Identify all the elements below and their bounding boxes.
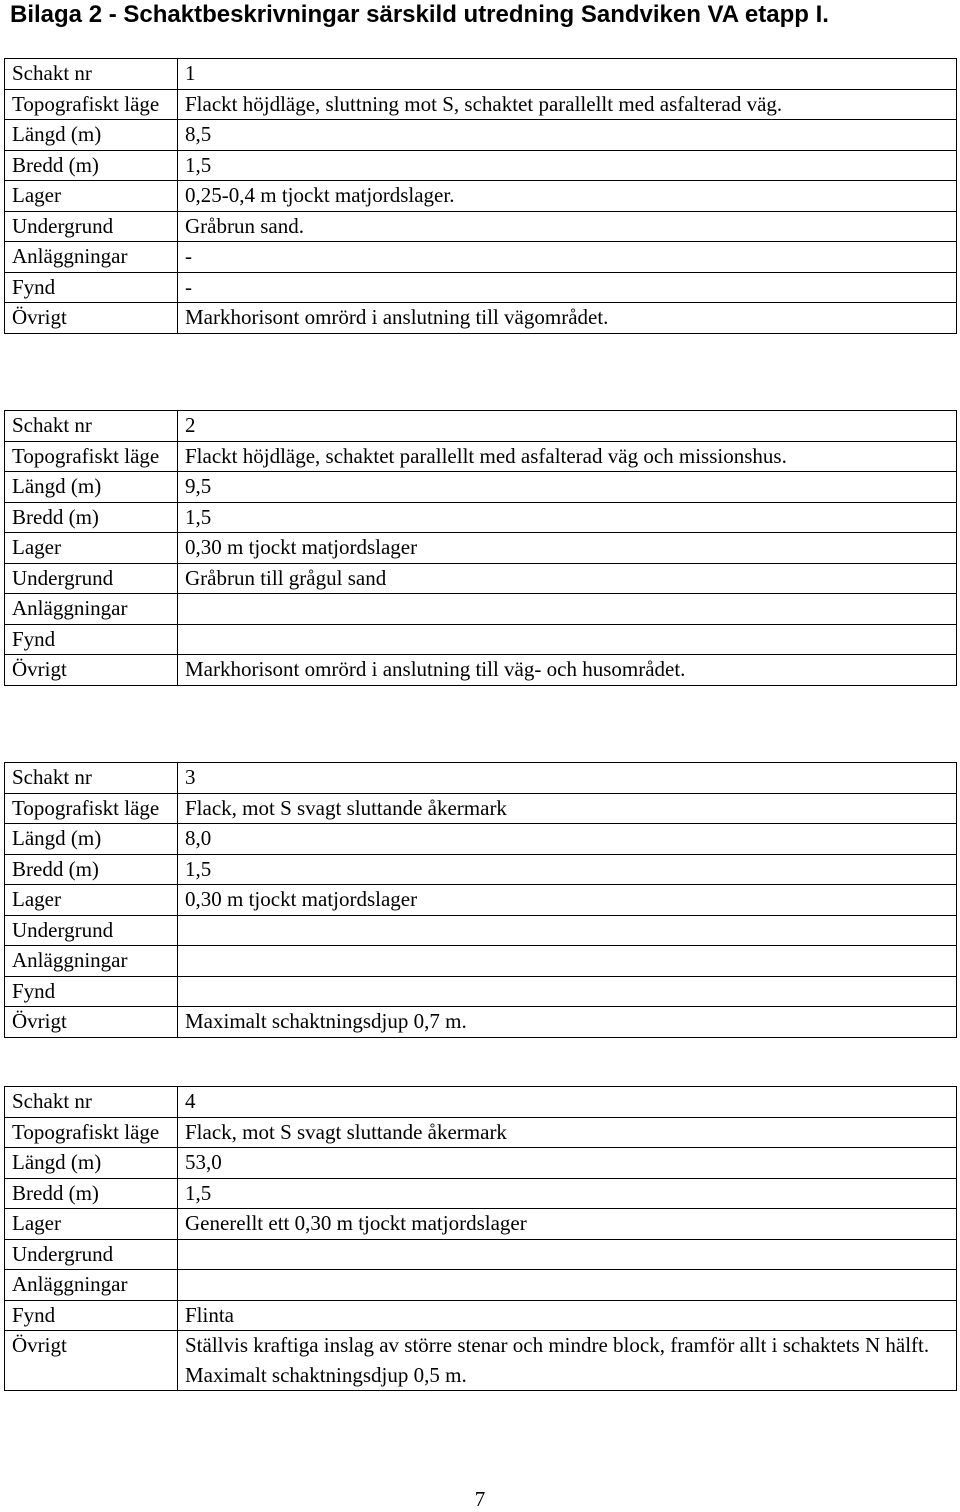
row-label: Längd (m) bbox=[5, 824, 178, 855]
row-value: Markhorisont omrörd i anslutning till väg- och husområdet. bbox=[178, 655, 957, 686]
row-label: Undergrund bbox=[5, 1239, 178, 1270]
row-value: 1 bbox=[178, 59, 957, 90]
row-label: Topografiskt läge bbox=[5, 441, 178, 472]
table-row bbox=[5, 150, 957, 181]
schakt-table-4 bbox=[4, 1086, 957, 1391]
row-label: Undergrund bbox=[5, 211, 178, 242]
table-row bbox=[5, 885, 957, 916]
table-row bbox=[5, 181, 957, 212]
row-value bbox=[178, 976, 957, 1007]
row-label: Schakt nr bbox=[5, 59, 178, 90]
row-value: 53,0 bbox=[178, 1148, 957, 1179]
table-row bbox=[5, 1239, 957, 1270]
page-title: Bilaga 2 - Schaktbeskrivningar särskild utredning Sandviken VA etapp I. bbox=[10, 1, 829, 28]
table-row bbox=[5, 563, 957, 594]
row-value bbox=[178, 594, 957, 625]
row-label: Längd (m) bbox=[5, 120, 178, 151]
row-value: Generellt ett 0,30 m tjockt matjordslager bbox=[178, 1209, 957, 1240]
row-value: Markhorisont omrörd i anslutning till vägområdet. bbox=[178, 303, 957, 334]
table-row bbox=[5, 211, 957, 242]
schakt-table-1 bbox=[4, 58, 957, 334]
table-row bbox=[5, 472, 957, 503]
row-value bbox=[178, 1239, 957, 1270]
table-row bbox=[5, 793, 957, 824]
row-label: Lager bbox=[5, 1209, 178, 1240]
row-label: Lager bbox=[5, 533, 178, 564]
row-label: Lager bbox=[5, 181, 178, 212]
row-value: 8,5 bbox=[178, 120, 957, 151]
row-value: 0,30 m tjockt matjordslager bbox=[178, 533, 957, 564]
row-label: Bredd (m) bbox=[5, 502, 178, 533]
table-row bbox=[5, 272, 957, 303]
table-row bbox=[5, 1007, 957, 1038]
row-label: Anläggningar bbox=[5, 594, 178, 625]
table-row bbox=[5, 655, 957, 686]
row-value: Gråbrun sand. bbox=[178, 211, 957, 242]
row-value: 9,5 bbox=[178, 472, 957, 503]
table-row bbox=[5, 1117, 957, 1148]
row-label: Schakt nr bbox=[5, 411, 178, 442]
row-label: Topografiskt läge bbox=[5, 793, 178, 824]
row-value bbox=[178, 1270, 957, 1301]
row-label: Fynd bbox=[5, 976, 178, 1007]
table-row bbox=[5, 854, 957, 885]
row-value: 3 bbox=[178, 763, 957, 794]
row-label: Övrigt bbox=[5, 655, 178, 686]
table-row bbox=[5, 1178, 957, 1209]
row-label: Längd (m) bbox=[5, 472, 178, 503]
row-value: 4 bbox=[178, 1087, 957, 1118]
table-row bbox=[5, 1300, 957, 1331]
table-row bbox=[5, 976, 957, 1007]
row-label: Lager bbox=[5, 885, 178, 916]
table-row bbox=[5, 1270, 957, 1301]
row-label: Bredd (m) bbox=[5, 150, 178, 181]
row-label: Övrigt bbox=[5, 1331, 178, 1391]
row-label: Undergrund bbox=[5, 915, 178, 946]
table-row bbox=[5, 242, 957, 273]
schakt-table-2 bbox=[4, 410, 957, 686]
table-row bbox=[5, 1087, 957, 1118]
row-value: Maximalt schaktningsdjup 0,7 m. bbox=[178, 1007, 957, 1038]
table-row bbox=[5, 1331, 957, 1391]
row-value bbox=[178, 624, 957, 655]
row-value: 8,0 bbox=[178, 824, 957, 855]
row-label: Bredd (m) bbox=[5, 854, 178, 885]
table-row bbox=[5, 1148, 957, 1179]
row-value bbox=[178, 915, 957, 946]
row-label: Fynd bbox=[5, 624, 178, 655]
row-value: 1,5 bbox=[178, 854, 957, 885]
table-row bbox=[5, 763, 957, 794]
row-value: 2 bbox=[178, 411, 957, 442]
row-label: Övrigt bbox=[5, 1007, 178, 1038]
page-number: 7 bbox=[474, 1487, 486, 1511]
table-row bbox=[5, 502, 957, 533]
table-row bbox=[5, 411, 957, 442]
schakt-table-3 bbox=[4, 762, 957, 1038]
row-value: 1,5 bbox=[178, 150, 957, 181]
row-label: Fynd bbox=[5, 1300, 178, 1331]
row-value: Flack, mot S svagt sluttande åkermark bbox=[178, 1117, 957, 1148]
row-label: Övrigt bbox=[5, 303, 178, 334]
row-label: Fynd bbox=[5, 272, 178, 303]
row-label: Anläggningar bbox=[5, 1270, 178, 1301]
row-value: Flackt höjdläge, sluttning mot S, schaktet parallellt med asfalterad väg. bbox=[178, 89, 957, 120]
table-row bbox=[5, 303, 957, 334]
table-row bbox=[5, 533, 957, 564]
row-label: Längd (m) bbox=[5, 1148, 178, 1179]
row-value: Flackt höjdläge, schaktet parallellt med asfalterad väg och missionshus. bbox=[178, 441, 957, 472]
table-row bbox=[5, 915, 957, 946]
table-row bbox=[5, 946, 957, 977]
table-row bbox=[5, 59, 957, 90]
row-label: Undergrund bbox=[5, 563, 178, 594]
row-value: Flinta bbox=[178, 1300, 957, 1331]
table-row bbox=[5, 120, 957, 151]
row-value: 0,25-0,4 m tjockt matjordslager. bbox=[178, 181, 957, 212]
table-row bbox=[5, 441, 957, 472]
table-row bbox=[5, 89, 957, 120]
row-label: Bredd (m) bbox=[5, 1178, 178, 1209]
table-row bbox=[5, 824, 957, 855]
table-row bbox=[5, 594, 957, 625]
table-row bbox=[5, 624, 957, 655]
row-value: Flack, mot S svagt sluttande åkermark bbox=[178, 793, 957, 824]
row-label: Anläggningar bbox=[5, 242, 178, 273]
row-value: - bbox=[178, 272, 957, 303]
row-label: Topografiskt läge bbox=[5, 1117, 178, 1148]
row-value: Ställvis kraftiga inslag av större stenar och mindre block, framför allt i schaktets N hälft. Maximalt schaktningsdjup 0,5 m. bbox=[178, 1331, 957, 1391]
table-row bbox=[5, 1209, 957, 1240]
row-value bbox=[178, 946, 957, 977]
row-value: 1,5 bbox=[178, 1178, 957, 1209]
row-value: 0,30 m tjockt matjordslager bbox=[178, 885, 957, 916]
row-value: - bbox=[178, 242, 957, 273]
row-label: Anläggningar bbox=[5, 946, 178, 977]
row-label: Topografiskt läge bbox=[5, 89, 178, 120]
row-value: Gråbrun till grågul sand bbox=[178, 563, 957, 594]
row-value: 1,5 bbox=[178, 502, 957, 533]
row-label: Schakt nr bbox=[5, 1087, 178, 1118]
row-label: Schakt nr bbox=[5, 763, 178, 794]
